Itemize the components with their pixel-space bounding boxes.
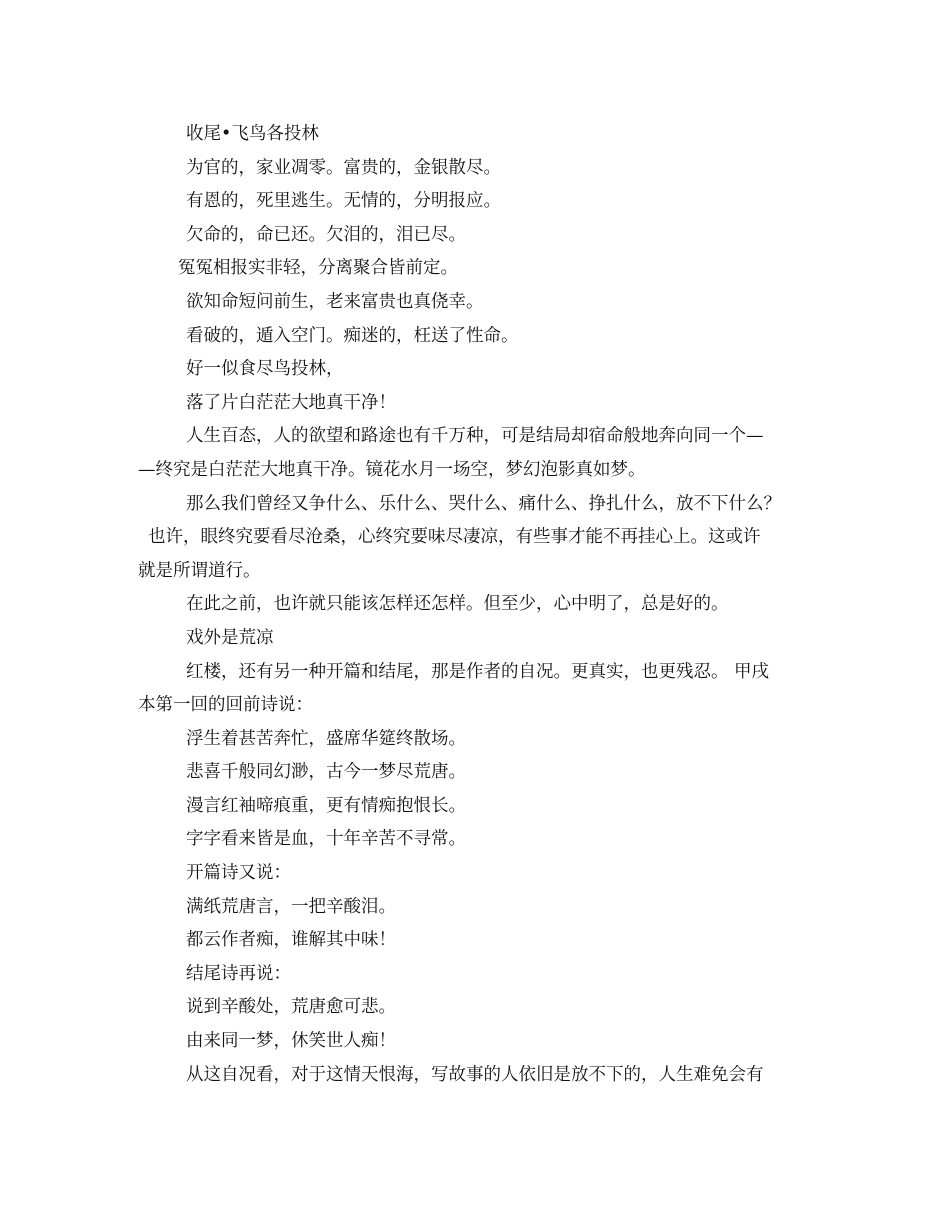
section-heading: 收尾•飞鸟各投林 bbox=[186, 124, 319, 144]
paragraph-line: 那么我们曾经又争什么、乐什么、哭什么、痛什么、挣扎什么，放不下什么？ bbox=[186, 493, 781, 514]
poem-line: 看破的，遁入空门。痴迷的，枉送了性命。 bbox=[186, 325, 519, 346]
paragraph-line: 开篇诗又说： bbox=[186, 863, 291, 884]
poem-line: 好一似食尽鸟投林， bbox=[186, 359, 344, 380]
paragraph-line: 本第一回的回前诗说： bbox=[138, 695, 313, 716]
paragraph-line: 在此之前，也许就只能该怎样还怎样。但至少，心中明了，总是好的。 bbox=[186, 594, 729, 615]
poem-line: 说到辛酸处，荒唐愈可悲。 bbox=[186, 997, 396, 1018]
poem-line: 满纸荒唐言，一把辛酸泪。 bbox=[186, 896, 396, 917]
poem-line: 欠命的，命已还。欠泪的，泪已尽。 bbox=[186, 224, 466, 245]
paragraph-line: 从这自况看，对于这情天恨海，写故事的人依旧是放不下的，人生难免会有 bbox=[186, 1064, 764, 1085]
paragraph-line: —终究是白茫茫大地真干净。镜花水月一场空，梦幻泡影真如梦。 bbox=[138, 459, 646, 480]
poem-line: 落了片白茫茫大地真干净！ bbox=[186, 392, 396, 413]
poem-line: 浮生着甚苦奔忙，盛席华筵终散场。 bbox=[186, 728, 466, 749]
poem-line: 由来同一梦，休笑世人痴！ bbox=[186, 1031, 396, 1052]
poem-line: 字字看来皆是血，十年辛苦不寻常。 bbox=[186, 829, 466, 850]
paragraph-line: 红楼，还有另一种开篇和结尾，那是作者的自况。更真实，也更残忍。 甲戌 bbox=[186, 661, 770, 682]
poem-line: 悲喜千般同幻渺，古今一梦尽荒唐。 bbox=[186, 762, 466, 783]
poem-line: 有恩的，死里逃生。无情的，分明报应。 bbox=[186, 191, 501, 212]
document-body bbox=[138, 118, 828, 1092]
poem-line: 为官的，家业凋零。富贵的，金银散尽。 bbox=[186, 157, 501, 178]
paragraph-line: 也许，眼终究要看尽沧桑，心终究要味尽凄凉，有些事才能不再挂心上。这或许 bbox=[148, 527, 761, 548]
section-heading: 戏外是荒凉 bbox=[186, 627, 274, 648]
paragraph-line: 就是所谓道行。 bbox=[138, 560, 261, 581]
paragraph-line: 结尾诗再说： bbox=[186, 963, 291, 984]
paragraph-line: 人生百态，人的欲望和路途也有千万种，可是结局却宿命般地奔向同一个— bbox=[186, 426, 764, 447]
poem-line: 漫言红袖啼痕重，更有情痴抱恨长。 bbox=[186, 795, 466, 816]
poem-line: 都云作者痴，谁解其中味！ bbox=[186, 930, 396, 951]
poem-line: 冤冤相报实非轻，分离聚合皆前定。 bbox=[178, 258, 458, 279]
poem-line: 欲知命短问前生，老来富贵也真侥幸。 bbox=[186, 291, 484, 312]
